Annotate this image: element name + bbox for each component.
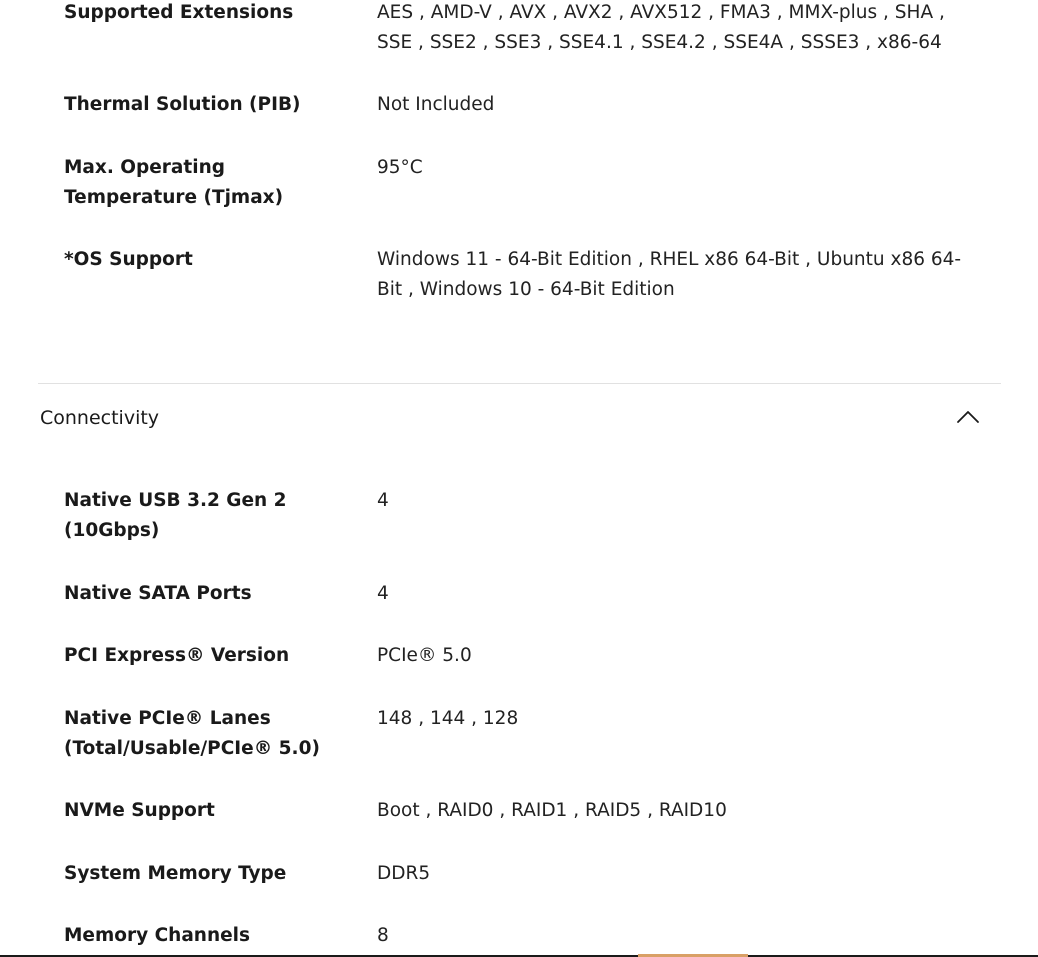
spec-value: Boot , RAID0 , RAID1 , RAID5 , RAID10 — [377, 800, 727, 821]
spec-label: Max. Operating Temperature (Tjmax) — [64, 157, 284, 208]
spec-label: PCI Express® Version — [64, 645, 290, 666]
spec-label: *OS Support — [64, 249, 193, 270]
spec-label: Memory Channels — [64, 925, 251, 946]
section-divider — [38, 383, 1001, 384]
spec-label: Supported Extensions — [64, 2, 294, 23]
spec-label: System Memory Type — [64, 863, 287, 884]
spec-label: Native PCIe® Lanes (Total/Usable/PCIe® 5.0) — [64, 708, 320, 759]
spec-label: Native USB 3.2 Gen 2 (10Gbps) — [64, 490, 287, 541]
spec-value: 148 , 144 , 128 — [377, 708, 519, 729]
spec-value: PCIe® 5.0 — [377, 645, 472, 666]
spec-value: 95°C — [377, 157, 423, 178]
spec-value: 4 — [377, 583, 389, 604]
chevron-up-icon[interactable] — [956, 407, 980, 427]
spec-value: DDR5 — [377, 863, 431, 884]
spec-value: Not Included — [377, 94, 495, 115]
section-title: Connectivity — [40, 407, 160, 429]
spec-label: Thermal Solution (PIB) — [64, 94, 301, 115]
spec-value: 4 — [377, 490, 389, 511]
spec-label: NVMe Support — [64, 800, 215, 821]
spec-value: AES , AMD-V , AVX , AVX2 , AVX512 , FMA3 , MMX-plus , SHA , SSE , SSE2 , SSE3 , SSE4.1 , SSE4.2 , SSE4A , SSSE3 , x86-64 — [377, 2, 945, 53]
spec-value: Windows 11 - 64-Bit Edition , RHEL x86 64-Bit , Ubuntu x86 64-Bit , Windows 10 - 64-Bit Edition — [377, 249, 962, 300]
spec-label: Native SATA Ports — [64, 583, 252, 604]
connectivity-accordion-header[interactable] — [38, 399, 1001, 439]
spec-value: 8 — [377, 925, 389, 946]
